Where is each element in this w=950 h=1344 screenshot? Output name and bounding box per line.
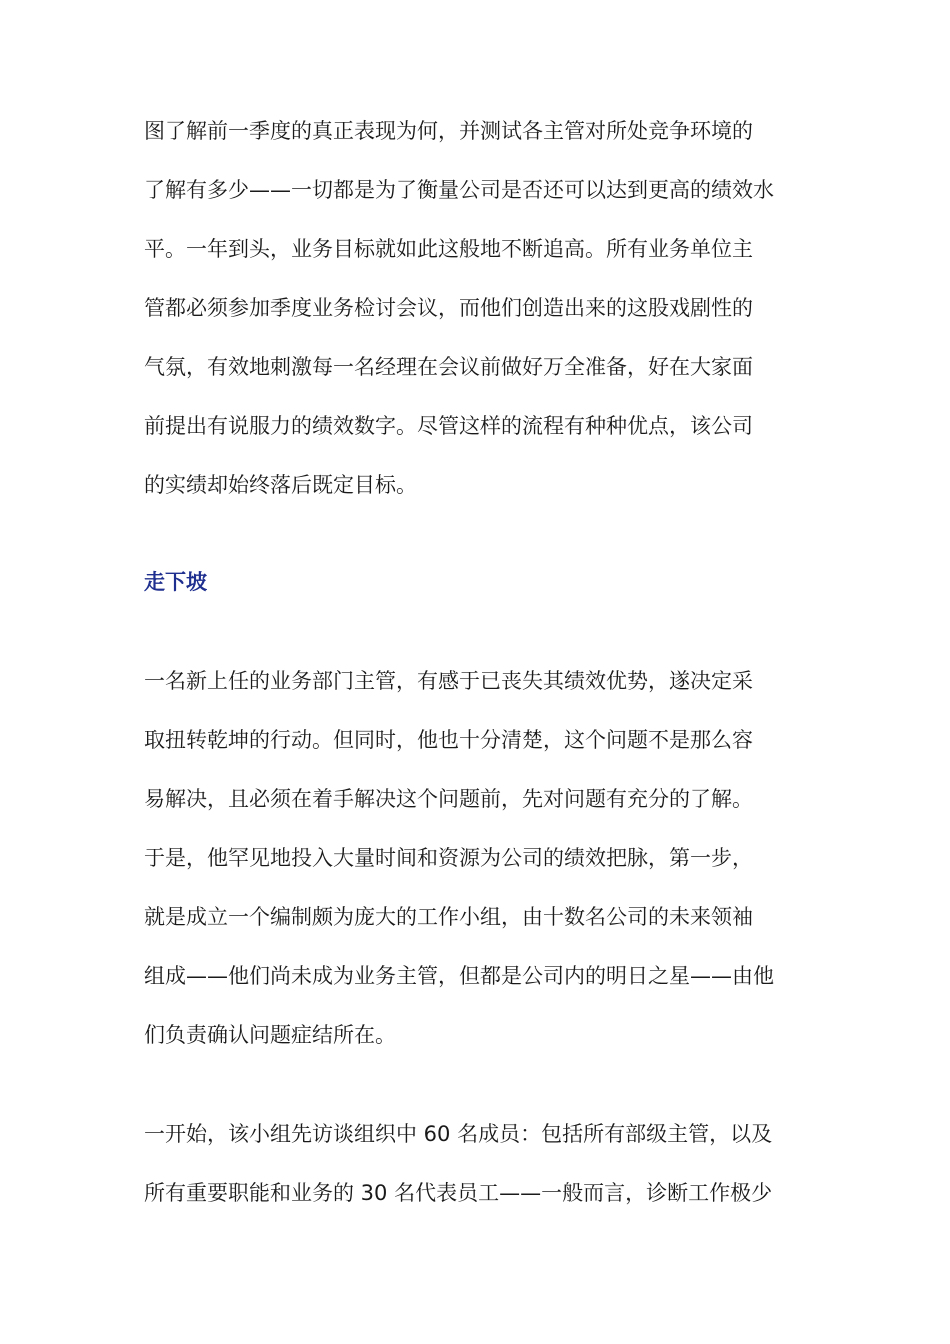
paragraph-line: 于是，他罕见地投入大量时间和资源为公司的绩效把脉，第一步，	[144, 846, 753, 870]
paragraph-line: 图了解前一季度的真正表现为何，并测试各主管对所处竞争环境的	[144, 119, 753, 143]
paragraph-3	[144, 1105, 814, 1223]
paragraph-line: 了解有多少——一切都是为了衡量公司是否还可以达到更高的绩效水	[144, 178, 774, 202]
paragraph-line: 的实绩却始终落后既定目标。	[144, 473, 417, 497]
paragraph-line: 气氛，有效地刺激每一名经理在会议前做好万全准备，好在大家面	[144, 355, 753, 379]
paragraph-line: 取扭转乾坤的行动。但同时，他也十分清楚，这个问题不是那么容	[144, 728, 753, 752]
paragraph-line: 们负责确认问题症结所在。	[144, 1023, 396, 1047]
paragraph-line: 组成——他们尚未成为业务主管，但都是公司内的明日之星——由他	[144, 964, 774, 988]
paragraph-1	[144, 102, 814, 515]
paragraph-line: 就是成立一个编制颇为庞大的工作小组，由十数名公司的未来领袖	[144, 905, 753, 929]
paragraph-line: 一名新上任的业务部门主管，有感于已丧失其绩效优势，遂决定采	[144, 669, 753, 693]
paragraph-line: 所有重要职能和业务的 30 名代表员工——一般而言，诊断工作极少	[144, 1181, 773, 1205]
paragraph-2	[144, 652, 814, 1065]
paragraph-line: 管都必须参加季度业务检讨会议，而他们创造出来的这股戏剧性的	[144, 296, 753, 320]
paragraph-line: 一开始，该小组先访谈组织中 60 名成员：包括所有部级主管，以及	[144, 1122, 773, 1146]
paragraph-line: 易解决，且必须在着手解决这个问题前，先对问题有充分的了解。	[144, 787, 753, 811]
paragraph-line: 平。一年到头，业务目标就如此这般地不断追高。所有业务单位主	[144, 237, 753, 261]
section-heading: 走下坡	[144, 570, 207, 594]
paragraph-line: 前提出有说服力的绩效数字。尽管这样的流程有种种优点，该公司	[144, 414, 753, 438]
